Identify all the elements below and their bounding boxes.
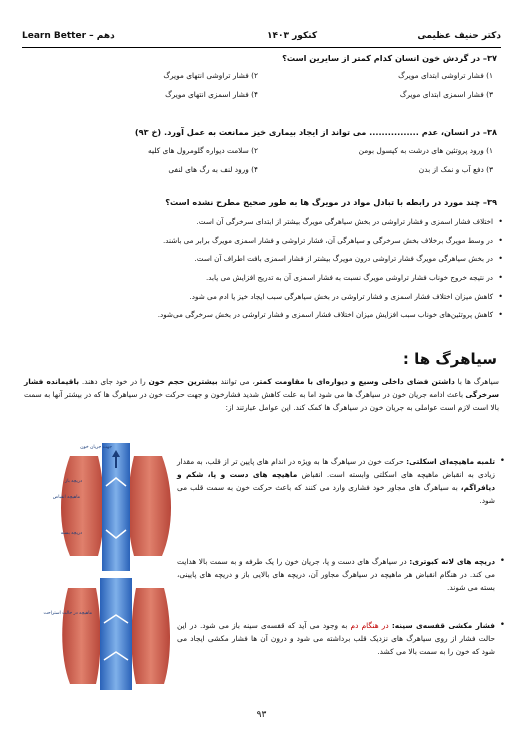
veins-intro-paragraph — [24, 375, 499, 414]
muscle-right-top — [128, 456, 171, 556]
q39-statement-4: • در نتیجه خروج خوناب فشار تراوشی مویرگ نسبت به فشار اسمزی آن به تدریج افزایش می یابد. — [33, 272, 493, 283]
q39-statement-1: • اختلاف فشار اسمزی و فشار تراوشی در بخش سیاهرگی مویرگ بیشتر از ابتدای سرخرگی آن است. — [33, 216, 493, 227]
q39-statement-3: • در بخش سیاهرگی مویرگ فشار تراوشی درون مویرگ بیشتر از فشار اسمزی بافت اطراف آن است. — [33, 253, 493, 264]
muscle-left-top — [61, 456, 104, 556]
header-divider — [22, 47, 501, 48]
item-text-red: در هنگام دم — [350, 621, 389, 630]
q39-statement-6: • کاهش پروتئین‌های خوناب سبب افزایش میزان اختلاف فشار اسمزی و فشار تراوشی در بخش سرخرگی می‌شود. — [33, 309, 493, 320]
item-bullet: • — [499, 456, 505, 466]
item-bullet: • — [499, 556, 505, 566]
q38-option-2: ۲) سلامت دیواره گلومرول های کلیه — [148, 146, 258, 155]
muscle-right-bottom — [132, 588, 171, 684]
item-title: تلمبه ماهیچه‌ای اسکلتی: — [406, 457, 495, 466]
figure-label-relaxed-muscle: ماهیچه در حالت استراحت — [43, 611, 92, 616]
header-brand: Learn Better – دهم — [22, 31, 115, 41]
question-38-stem: ۳۸– در انسان، عدم ................ می تواند از ایجاد بیماری خیز ممانعت به عمل آورد. (خ ۹۳) — [134, 127, 497, 137]
question-39-stem: ۳۹– چند مورد در رابطه با تبادل مواد در مویرگ ها به طور صحیح مطرح نشده است؟ — [165, 197, 497, 207]
figure-label-flow: جهت جریان خون — [80, 445, 112, 450]
q39-statement-5: • کاهش میزان اختلاف فشار اسمزی و فشار تراوشی در بخش سیاهرگی سبب ایجاد خیز یا ادم می شود. — [33, 291, 493, 302]
figure-label-valve-closed: دریچه بسته — [60, 531, 82, 536]
intro-run: ، می توانند — [217, 377, 255, 386]
q37-option-2: ۲) فشار تراوشی انتهای مویرگ — [163, 71, 258, 80]
figure-label-contracting-muscle: ماهیچه انقباض — [52, 495, 80, 500]
q38-option-4: ۴) ورود لنف به رگ های لنفی — [168, 165, 258, 174]
section-title-veins: سیاهرگ ها : — [402, 350, 497, 368]
q37-option-4: ۴) فشار اسمزی انتهای مویرگ — [165, 90, 258, 99]
intro-run-bold: داشتن فضای داخلی وسیع و دیواره‌ای با مقاومت کمتر — [254, 377, 455, 386]
vein-bottom — [100, 578, 132, 690]
skeletal-muscle-pump-item — [177, 455, 495, 507]
item-bullet: • — [499, 620, 505, 630]
item-text: در سیاهرگ های دست و پا، جریان خون را یک طرفه و به سمت بالا هدایت می کند. در هنگام انقباض هر ماهیچه در سیاهرگ مجاور آن، دریچه های بالایی باز و دریچه های پایینی، بسته می شوند. — [177, 557, 495, 592]
item-text: حرکت خون در سیاهرگ ها به ویژه در اندام های پایین تر از قلب، به مقدار زیادی به انقباض ماهیچه های اسکلتی وابسته است. انقباض — [177, 457, 495, 479]
item-text: به سیاهرگ های مجاور خود فشاری وارد می کنند که باعث حرکت خون به سمت قلب می شود. — [177, 483, 495, 505]
venous-valves-item — [177, 555, 495, 594]
muscle-left-bottom — [62, 588, 100, 684]
question-37-stem: ۳۷– در گردش خون انسان کدام کمتر از سایرین است؟ — [282, 53, 497, 63]
item-text-bold: ماهیچه های دست و پا، شکم و دیافراگم، — [177, 470, 495, 492]
item-title: دریچه های لانه کبوتری: — [409, 557, 495, 566]
thoracic-suction-item — [177, 619, 495, 658]
q37-option-3: ۳) فشار اسمزی ابتدای مویرگ — [399, 90, 493, 99]
intro-run-bold: باقیمانده فشار سرخرگی — [24, 377, 499, 399]
intro-run-bold: بیشترین حجم خون — [148, 377, 218, 386]
item-text: به وجود می آید که قفسه‌ی سینه باز می شود. در این حالت فشار از روی سیاهرگ های نزدیک قلب برداشته می شود و درون آن ها فشار مکشی ایجاد می شود که خون را به سمت بالا می کشد. — [177, 621, 495, 656]
header-exam: کنکور ۱۴۰۳ — [267, 31, 318, 41]
q39-statement-2: • در وسط مویرگ برخلاف بخش سرخرگی و سیاهرگی آن، فشار تراوشی و فشار اسمزی مویرگ برابر می باشند. — [33, 235, 493, 246]
intro-run: سیاهرگ ها با — [454, 377, 500, 386]
q37-option-1: ۱) فشار تراوشی ابتدای مویرگ — [398, 71, 493, 80]
item-title: فشار مکشی قفسه‌ی سینه: — [391, 621, 495, 630]
intro-run: را در خود جای دهند. — [79, 377, 149, 386]
page-header — [22, 29, 501, 47]
q38-option-1: ۱) ورود پروتئین های درشت به کپسول بومن — [358, 146, 493, 155]
header-author: دکتر حنیف عظیمی — [417, 31, 501, 41]
page-number: ۹۳ — [256, 710, 267, 720]
q38-option-3: ۳) دفع آب و نمک از بدن — [418, 165, 493, 174]
muscle-pump-figure — [43, 438, 182, 690]
figure-label-valve-open: دریچه باز — [65, 479, 82, 484]
intro-run: باعث ادامه جریان خون در سیاهرگ ها می شود اما به علت کاهش شدید فشارخون و جهت حرکت خون در سیاهرگ ها که در بیشتر آنها به سمت بالا است لازم است عواملی به جریان خون در سیاهرگ ها کمک کند. این عوامل عبارتند از: — [24, 390, 499, 412]
